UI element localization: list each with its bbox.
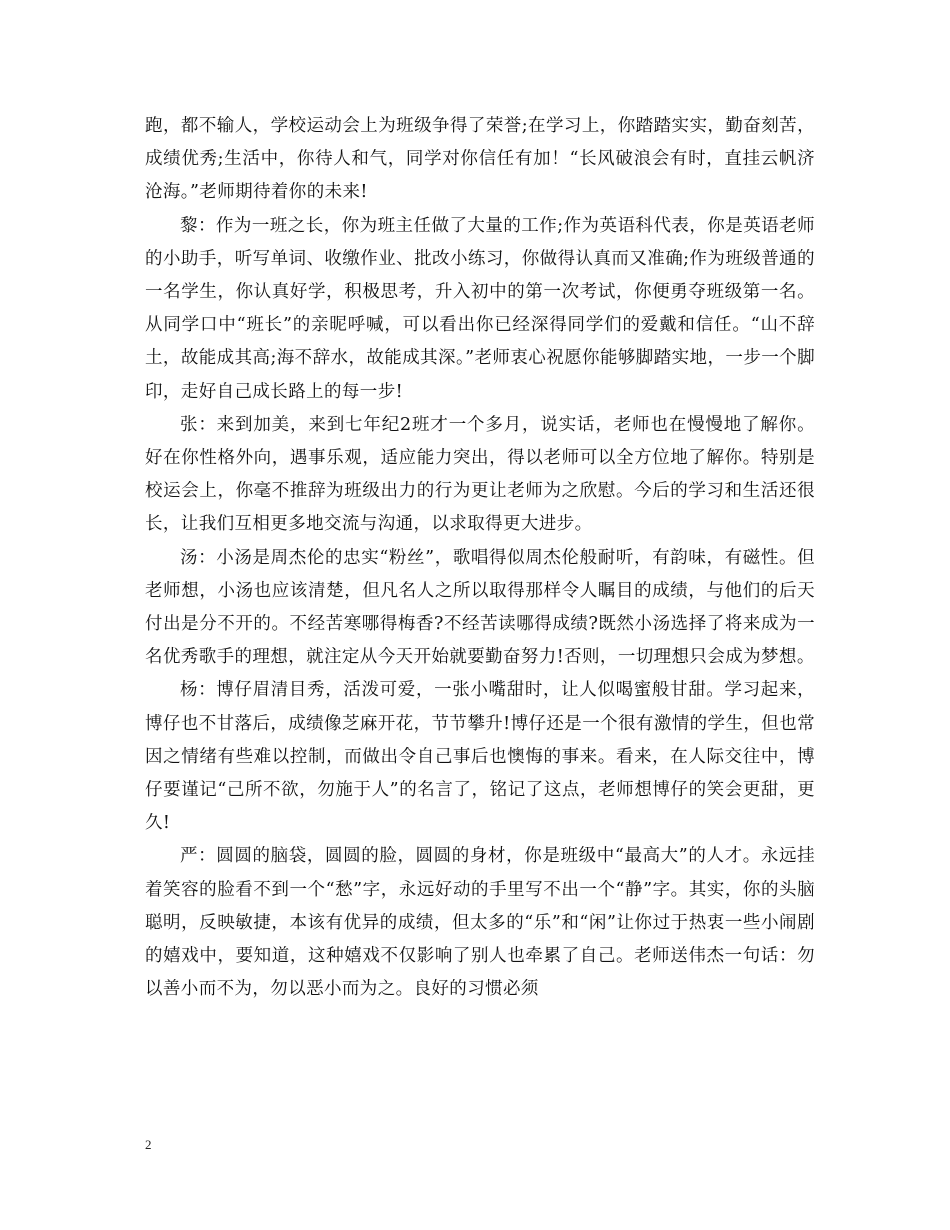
paragraph-continued: 跑，都不输人，学校运动会上为班级争得了荣誉;在学习上，你踏踏实实，勤奋刻苦，成绩优秀;生活中，你待人和气，同学对你信任有加！“长风破浪会有时，直挂云帆济沧海。”老师期待着你的未来! (145, 116, 815, 203)
paragraph-comment-zhang: 张：来到加美，来到七年纪2班才一个多月，说实话，老师也在慢慢地了解你。好在你性格外向，遇事乐观，适应能力突出，得以老师可以全方位地了解你。特别是校运会上，你毫不推辞为班级出力的行为更让老师为之欣慰。今后的学习和生活还很长，让我们互相更多地交流与沟通，以求取得更大进步。 (145, 414, 815, 535)
paragraph-comment-yan: 严：圆圆的脑袋，圆圆的脸，圆圆的身材，你是班级中“最高大”的人才。永远挂着笑容的脸看不到一个“愁”字，永远好动的手里写不出一个“静”字。其实，你的头脑聪明，反映敏捷，本该有优异的成绩，但太多的“乐”和“闲”让你过于热衷一些小闹剧的嬉戏中，要知道，这种嬉戏不仅影响了别人也牵累了自己。老师送伟杰一句话：勿以善小而不为，勿以恶小而为之。良好的习惯必须 (145, 846, 815, 1000)
page-number: 2 (145, 1137, 152, 1152)
paragraph-comment-yang: 杨：博仔眉清目秀，活泼可爱，一张小嘴甜时，让人似喝蜜般甘甜。学习起来，博仔也不甘落后，成绩像芝麻开花，节节攀升!博仔还是一个很有激情的学生，但也常因之情绪有些难以控制，而做出令自己事后也懊悔的事来。看来，在人际交往中，博仔要谨记“己所不欲，勿施于人”的名言了，铭记了这点，老师想博仔的笑会更甜，更久! (145, 680, 815, 834)
paragraph-comment-tang: 汤：小汤是周杰伦的忠实“粉丝”，歌唱得似周杰伦般耐听，有韵味，有磁性。但老师想，小汤也应该清楚，但凡名人之所以取得那样令人瞩目的成绩，与他们的后天付出是分不开的。不经苦寒哪得梅香?不经苦读哪得成绩?既然小汤选择了将来成为一名优秀歌手的理想，就注定从今天开始就要勤奋努力!否则，一切理想只会成为梦想。 (145, 547, 815, 668)
document-body (145, 110, 815, 1006)
paragraph-comment-li: 黎：作为一班之长，你为班主任做了大量的工作;作为英语科代表，你是英语老师的小助手，听写单词、收缴作业、批改小练习，你做得认真而又准确;作为班级普通的一名学生，你认真好学，积极思考，升入初中的第一次考试，你便勇夺班级第一名。从同学口中“班长”的亲昵呼喊，可以看出你已经深得同学们的爱戴和信任。“山不辞土，故能成其高;海不辞水，故能成其深。”老师衷心祝愿你能够脚踏实地，一步一个脚印，走好自己成长路上的每一步! (145, 215, 815, 402)
